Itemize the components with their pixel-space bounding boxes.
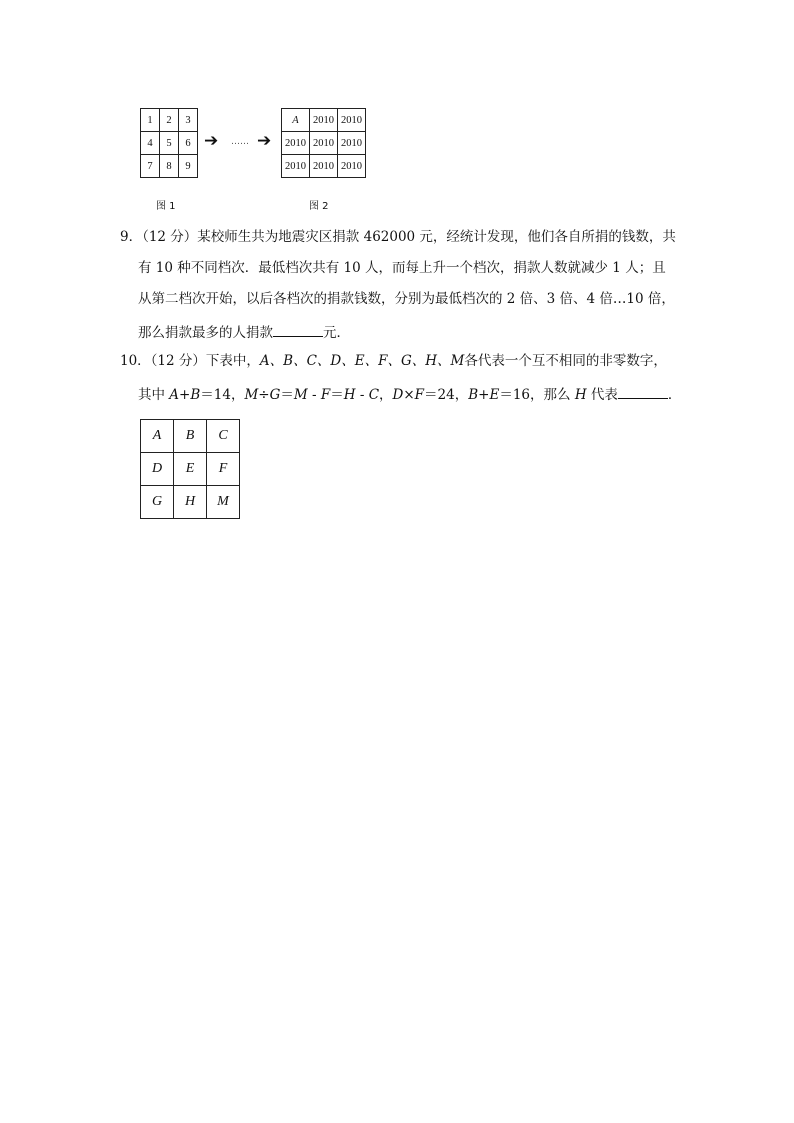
table-row (141, 420, 240, 453)
table-row (141, 486, 240, 519)
grid-cell: C (207, 420, 240, 453)
question9-text: 元． (323, 325, 350, 341)
table-row (282, 132, 366, 155)
figure2-grid (281, 108, 366, 178)
grid-cell: E (174, 453, 207, 486)
grid-cell: 2010 (310, 109, 338, 132)
question10-text: 代表 (586, 387, 618, 403)
equation-term: B+E (468, 387, 500, 403)
grid-cell: 6 (179, 132, 198, 155)
equation-term: M÷G (244, 387, 281, 403)
letter-grid (140, 419, 240, 519)
grid-cell: 2010 (310, 155, 338, 178)
grid-cell: H (174, 486, 207, 519)
grid-cell: 3 (179, 109, 198, 132)
answer-blank (273, 324, 323, 337)
grid-cell: A (282, 109, 310, 132)
equation-term: D×F (392, 387, 425, 403)
right-arrow-icon: ➔ (257, 131, 272, 151)
figure1-grid (140, 108, 198, 178)
figure1-caption: 图 1 (156, 201, 176, 212)
equation-term: F (320, 387, 331, 403)
equation-term: M (293, 387, 308, 403)
question9-line2: 有 10 种不同档次．最低档次共有 10 人，而每上升一个档次，捐款人数就减少 1 人；且 (138, 260, 666, 276)
grid-cell: 2 (160, 109, 179, 132)
table-row (141, 132, 198, 155)
question10-text: 其中 (138, 387, 170, 403)
question10-text: ． (667, 387, 682, 403)
question10-text: ＝16，那么 (499, 387, 575, 403)
grid-cell: G (141, 486, 174, 519)
question9-line4 (138, 324, 350, 341)
grid-cell: 2010 (282, 155, 310, 178)
question10-text: ＝14， (200, 387, 245, 403)
table-row (141, 109, 198, 132)
grid-cell: 1 (141, 109, 160, 132)
grid-cell: 2010 (338, 132, 366, 155)
question9-text: 那么捐款最多的人捐款 (138, 325, 273, 341)
table-row (141, 155, 198, 178)
grid-cell: B (174, 420, 207, 453)
ellipsis-dots: …… (231, 137, 249, 147)
grid-cell: 4 (141, 132, 160, 155)
table-row (282, 155, 366, 178)
figure2-caption: 图 2 (309, 201, 329, 212)
grid-cell: 7 (141, 155, 160, 178)
grid-cell: 2010 (282, 132, 310, 155)
table-row (282, 109, 366, 132)
grid-cell: M (207, 486, 240, 519)
grid-cell: 8 (160, 155, 179, 178)
equation-term: C (368, 387, 380, 403)
question10-text: 各代表一个互不相同的非零数字， (464, 353, 667, 369)
equation-term: H (574, 387, 587, 403)
question10-text: ， (379, 387, 393, 403)
question10-text: - (307, 387, 321, 403)
grid-cell: 5 (160, 132, 179, 155)
question10-text: - (355, 387, 369, 403)
question9-line3: 从第二档次开始，以后各档次的捐款钱数，分别为最低档次的 2 倍、3 倍、4 倍…10 倍， (138, 291, 675, 307)
equation-term: H (343, 387, 356, 403)
grid-cell: F (207, 453, 240, 486)
question10-line1 (120, 355, 667, 369)
question10-line2 (138, 386, 681, 403)
question10-text: ＝ (330, 387, 344, 403)
question10-text: ＝ (280, 387, 294, 403)
grid-cell: 2010 (338, 109, 366, 132)
answer-blank (618, 386, 668, 399)
question9-line1: 9．（12 分）某校师生共为地震灾区捐款 462000 元，经统计发现，他们各自所捐的钱数，共 (120, 229, 676, 245)
grid-cell: 9 (179, 155, 198, 178)
question10-vars: A、B、C、D、E、F、G、H、M (259, 353, 465, 369)
grid-cell: 2010 (338, 155, 366, 178)
equation-term: A+B (169, 387, 201, 403)
grid-cell: 2010 (310, 132, 338, 155)
grid-cell: A (141, 420, 174, 453)
question10-text: ＝24， (424, 387, 469, 403)
right-arrow-icon: ➔ (204, 131, 219, 151)
question10-text: 10．（12 分）下表中， (120, 353, 260, 369)
grid-cell: D (141, 453, 174, 486)
table-row (141, 453, 240, 486)
